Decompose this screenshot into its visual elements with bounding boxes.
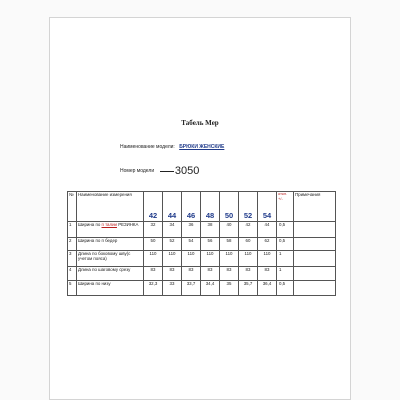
size-value: 33,7 [182, 281, 201, 296]
size-value: 83 [220, 267, 239, 281]
table-row [68, 238, 336, 251]
size-value: 83 [258, 267, 277, 281]
row-name-highlight: п талии [101, 222, 117, 227]
header-size: 54 [258, 192, 277, 222]
size-value: 110 [220, 251, 239, 267]
row-tolerance: 0,5 [277, 238, 294, 251]
header-tolerance: откл. +/- [277, 192, 294, 222]
header-size: 44 [163, 192, 182, 222]
size-value: 44 [258, 222, 277, 238]
size-value: 38 [201, 222, 220, 238]
size-value: 83 [201, 267, 220, 281]
model-number-label: Номер модели [120, 168, 155, 174]
size-value: 35,7 [239, 281, 258, 296]
row-name [77, 267, 144, 281]
row-name [77, 222, 144, 238]
row-notes [294, 281, 336, 296]
row-name-text: Длина по шаговому срезу [78, 267, 131, 272]
size-value: 32,3 [144, 281, 163, 296]
size-value: 42 [239, 222, 258, 238]
size-value: 32 [144, 222, 163, 238]
size-table [67, 191, 336, 296]
row-tolerance: 1 [277, 251, 294, 267]
model-name-row [120, 144, 224, 150]
header-size: 50 [220, 192, 239, 222]
size-value: 34 [163, 222, 182, 238]
page-title: Табель Мер [181, 119, 219, 127]
row-tolerance: 0,5 [277, 281, 294, 296]
header-size: 46 [182, 192, 201, 222]
size-value: 54 [182, 238, 201, 251]
row-notes [294, 251, 336, 267]
row-num: 5 [68, 281, 77, 296]
size-value: 36 [182, 222, 201, 238]
table-row [68, 281, 336, 296]
size-value: 110 [258, 251, 277, 267]
row-name [77, 238, 144, 251]
size-value: 83 [239, 267, 258, 281]
size-value: 60 [239, 238, 258, 251]
row-tolerance: 1 [277, 267, 294, 281]
size-value: 34,4 [201, 281, 220, 296]
table-row [68, 251, 336, 267]
header-name: Наименование измерения [77, 192, 144, 222]
header-num: № [68, 192, 77, 222]
table-row [68, 222, 336, 238]
row-num: 4 [68, 267, 77, 281]
row-name-text: Ширина по п бедер [78, 238, 118, 243]
table-row [68, 267, 336, 281]
measurement-sheet [49, 17, 351, 400]
table-header-row [68, 192, 336, 222]
size-value: 83 [163, 267, 182, 281]
row-name-suffix: РЕЗИНКА [116, 222, 139, 227]
model-name-value: БРЮКИ ЖЕНСКИЕ [179, 144, 225, 150]
size-value: 58 [220, 238, 239, 251]
row-num: 3 [68, 251, 77, 267]
row-name-text: Ширина по низу [78, 281, 111, 286]
row-notes [294, 267, 336, 281]
row-name [77, 251, 144, 267]
header-size: 42 [144, 192, 163, 222]
size-value: 110 [144, 251, 163, 267]
size-value: 56 [201, 238, 220, 251]
row-name-text: Ширина по [78, 222, 102, 227]
model-number-row [120, 165, 199, 177]
size-value: 83 [182, 267, 201, 281]
header-size: 52 [239, 192, 258, 222]
size-value: 40 [220, 222, 239, 238]
size-value: 52 [163, 238, 182, 251]
row-num: 1 [68, 222, 77, 238]
model-name-label: Наименование модели: [120, 144, 175, 150]
size-value: 50 [144, 238, 163, 251]
size-value: 110 [182, 251, 201, 267]
row-name [77, 281, 144, 296]
size-value: 36,4 [258, 281, 277, 296]
row-tolerance: 0,5 [277, 222, 294, 238]
size-value: 62 [258, 238, 277, 251]
size-value: 35 [220, 281, 239, 296]
row-notes [294, 238, 336, 251]
row-num: 2 [68, 238, 77, 251]
row-name-text: Длина по боковому шву(с учетом пояса) [78, 251, 131, 262]
row-notes [294, 222, 336, 238]
header-size: 48 [201, 192, 220, 222]
model-number-underline [160, 171, 174, 172]
size-value: 83 [144, 267, 163, 281]
size-value: 33 [163, 281, 182, 296]
size-value: 110 [201, 251, 220, 267]
header-notes: Примечания [294, 192, 336, 222]
model-number-value: 3050 [174, 165, 200, 177]
size-value: 110 [239, 251, 258, 267]
size-value: 110 [163, 251, 182, 267]
